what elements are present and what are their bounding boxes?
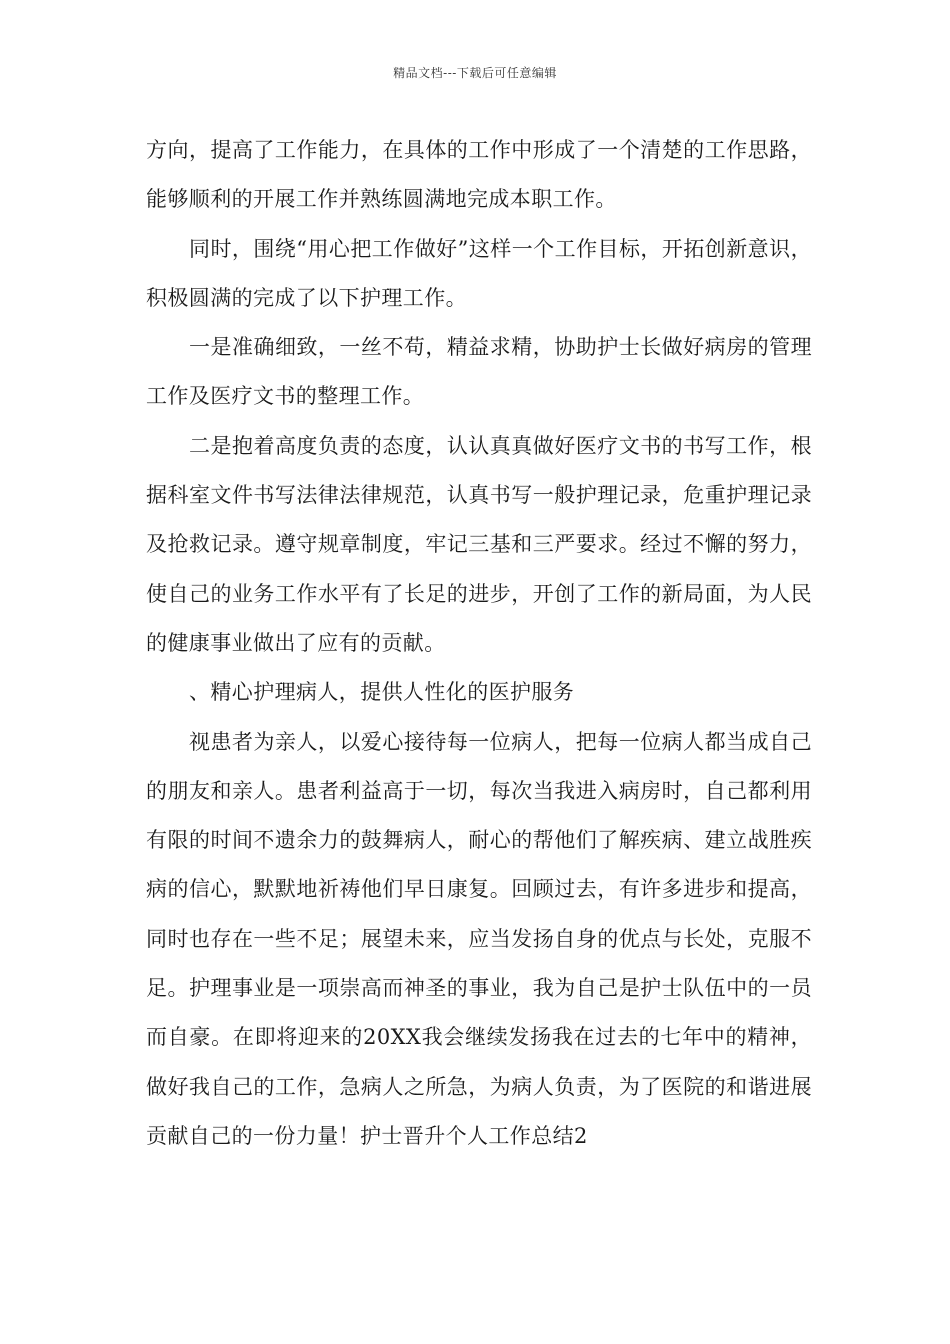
paragraph-4: 二是抱着高度负责的态度，认认真真做好医疗文书的书写工作，根据科室文件书写法律法律规范，认真书写一般护理记录，危重护理记录及抢救记录。遵守规章制度，牢记三基和三严要求。经过不懈的努力，使自己的业务工作水平有了长足的进步，开创了工作的新局面，为人民的健康事业做出了应有的贡献。: [146, 433, 812, 655]
document-body: [146, 126, 812, 1161]
paragraph-5: 视患者为亲人，以爱心接待每一位病人，把每一位病人都当成自己的朋友和亲人。患者利益高于一切，每次当我进入病房时，自己都利用有限的时间不遗余力的鼓舞病人，耐心的帮他们了解疾病、建立战胜疾病的信心，默默地祈祷他们早日康复。回顾过去，有许多进步和提高，同时也存在一些不足；展望未来，应当发扬自身的优点与长处，克服不足。护理事业是一项崇高而神圣的事业，我为自己是护士队伍中的一员而自豪。在即将迎来的20XX我会继续发扬我在过去的七年中的精神，做好我自己的工作，急病人之所急，为病人负责，为了医院的和谐进展贡献自己的一份力量！护士晋升个人工作总结2: [146, 729, 812, 1148]
paragraph-2: 同时，围绕“用心把工作做好”这样一个工作目标，开拓创新意识，积极圆满的完成了以下护理工作。: [146, 236, 812, 310]
section-heading: 、精心护理病人，提供人性化的医护服务: [189, 680, 575, 705]
paragraph-3: 一是准确细致，一丝不苟，精益求精，协助护士长做好病房的管理工作及医疗文书的整理工作。: [146, 335, 812, 409]
page-header: 精品文档---下载后可任意编辑: [393, 66, 557, 80]
paragraph-1: 方向，提高了工作能力，在具体的工作中形成了一个清楚的工作思路，能够顺利的开展工作并熟练圆满地完成本职工作。: [146, 138, 812, 212]
